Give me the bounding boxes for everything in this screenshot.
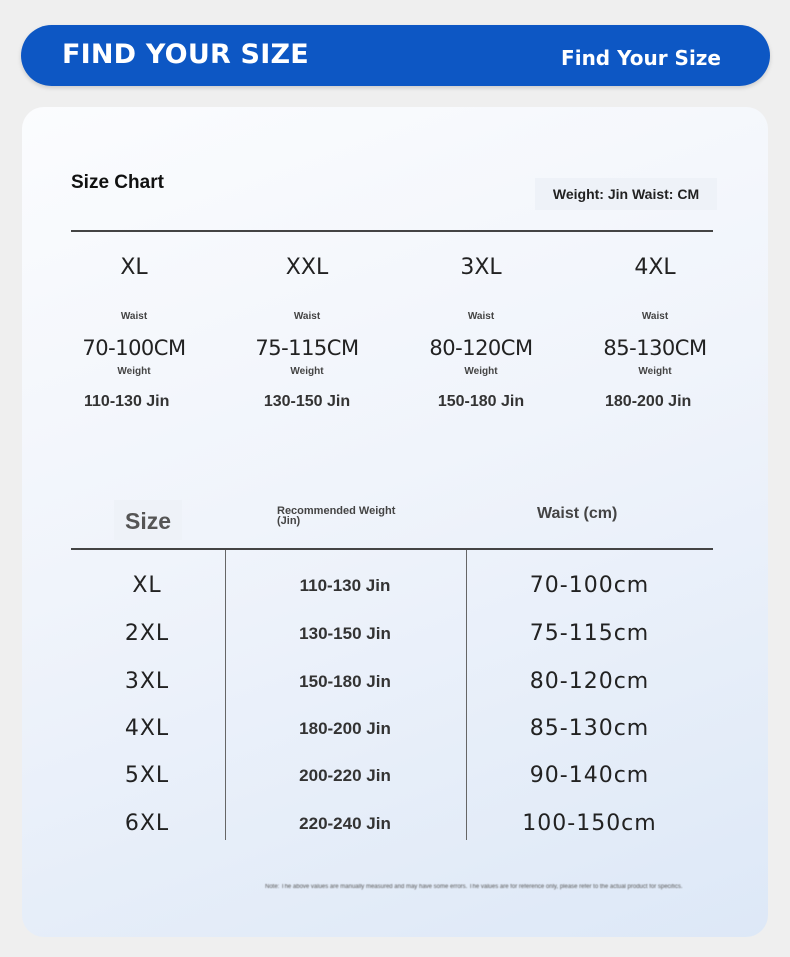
divider: [71, 230, 713, 232]
table-row: [71, 716, 713, 746]
size-column: [396, 255, 566, 408]
size-label: XXL: [285, 255, 329, 280]
weight-value: 130-150 Jin: [263, 393, 351, 410]
waist-label: Waist: [120, 311, 148, 322]
row-waist: 100-150cm: [522, 811, 657, 836]
row-size: 5XL: [124, 763, 170, 788]
weight-value: 180-200 Jin: [605, 393, 692, 410]
weight-value: 110-130 Jin: [84, 393, 170, 410]
waist-label: Waist: [641, 311, 669, 322]
header-banner: [21, 25, 770, 86]
row-weight: 130-150 Jin: [299, 624, 391, 643]
size-column: [570, 255, 740, 408]
row-weight: 150-180 Jin: [299, 672, 391, 691]
row-weight: 180-200 Jin: [299, 719, 391, 738]
row-waist: 85-130cm: [529, 716, 650, 741]
table-header-divider: [71, 548, 713, 550]
header-title: FIND YOUR SIZE: [62, 39, 309, 70]
size-label: XL: [120, 255, 148, 280]
table-row: [71, 621, 713, 651]
row-waist: 80-120cm: [529, 669, 650, 694]
table-row: [71, 811, 713, 841]
row-size: 3XL: [124, 669, 170, 694]
waist-label: Waist: [467, 311, 495, 322]
waist-value: 70-100CM: [82, 336, 186, 360]
row-weight: 200-220 Jin: [299, 766, 391, 785]
size-label: 3XL: [460, 255, 502, 280]
size-column: [49, 255, 219, 408]
waist-value: 80-120CM: [429, 336, 533, 360]
weight-label: Weight: [290, 366, 324, 377]
row-waist: 75-115cm: [529, 621, 650, 646]
weight-label: Weight: [117, 366, 151, 377]
waist-value: 75-115CM: [255, 336, 359, 360]
waist-value: 85-130CM: [603, 336, 707, 360]
table-row: [71, 763, 713, 793]
size-chart-title: Size Chart: [71, 172, 164, 193]
weight-value: 150-180 Jin: [437, 393, 525, 410]
table-row: [71, 669, 713, 699]
table-header-size: Size: [114, 500, 182, 540]
table-header-waist: Waist (cm): [537, 505, 618, 522]
row-size: 6XL: [124, 811, 170, 836]
table-row: [71, 573, 713, 603]
row-size: 2XL: [124, 621, 170, 646]
waist-label: Waist: [293, 311, 321, 322]
header-subtitle: Find Your Size: [561, 46, 721, 70]
row-waist: 90-140cm: [529, 763, 650, 788]
row-size: 4XL: [124, 716, 170, 741]
row-size: XL: [132, 573, 162, 598]
row-weight: 220-240 Jin: [299, 814, 391, 833]
units-label: Weight: Jin Waist: CM: [535, 178, 717, 210]
table-header-weight: Recommended Weight (Jin): [277, 505, 396, 527]
size-column: [222, 255, 392, 408]
footnote: Note: The above values are manually measured and may have some errors. The values are for reference only, please refer to the actual product for specifics.: [265, 884, 683, 890]
size-label: 4XL: [634, 255, 676, 280]
weight-label: Weight: [638, 366, 672, 377]
weight-label: Weight: [464, 366, 498, 377]
row-weight: 110-130 Jin: [299, 576, 391, 595]
row-waist: 70-100cm: [529, 573, 650, 598]
